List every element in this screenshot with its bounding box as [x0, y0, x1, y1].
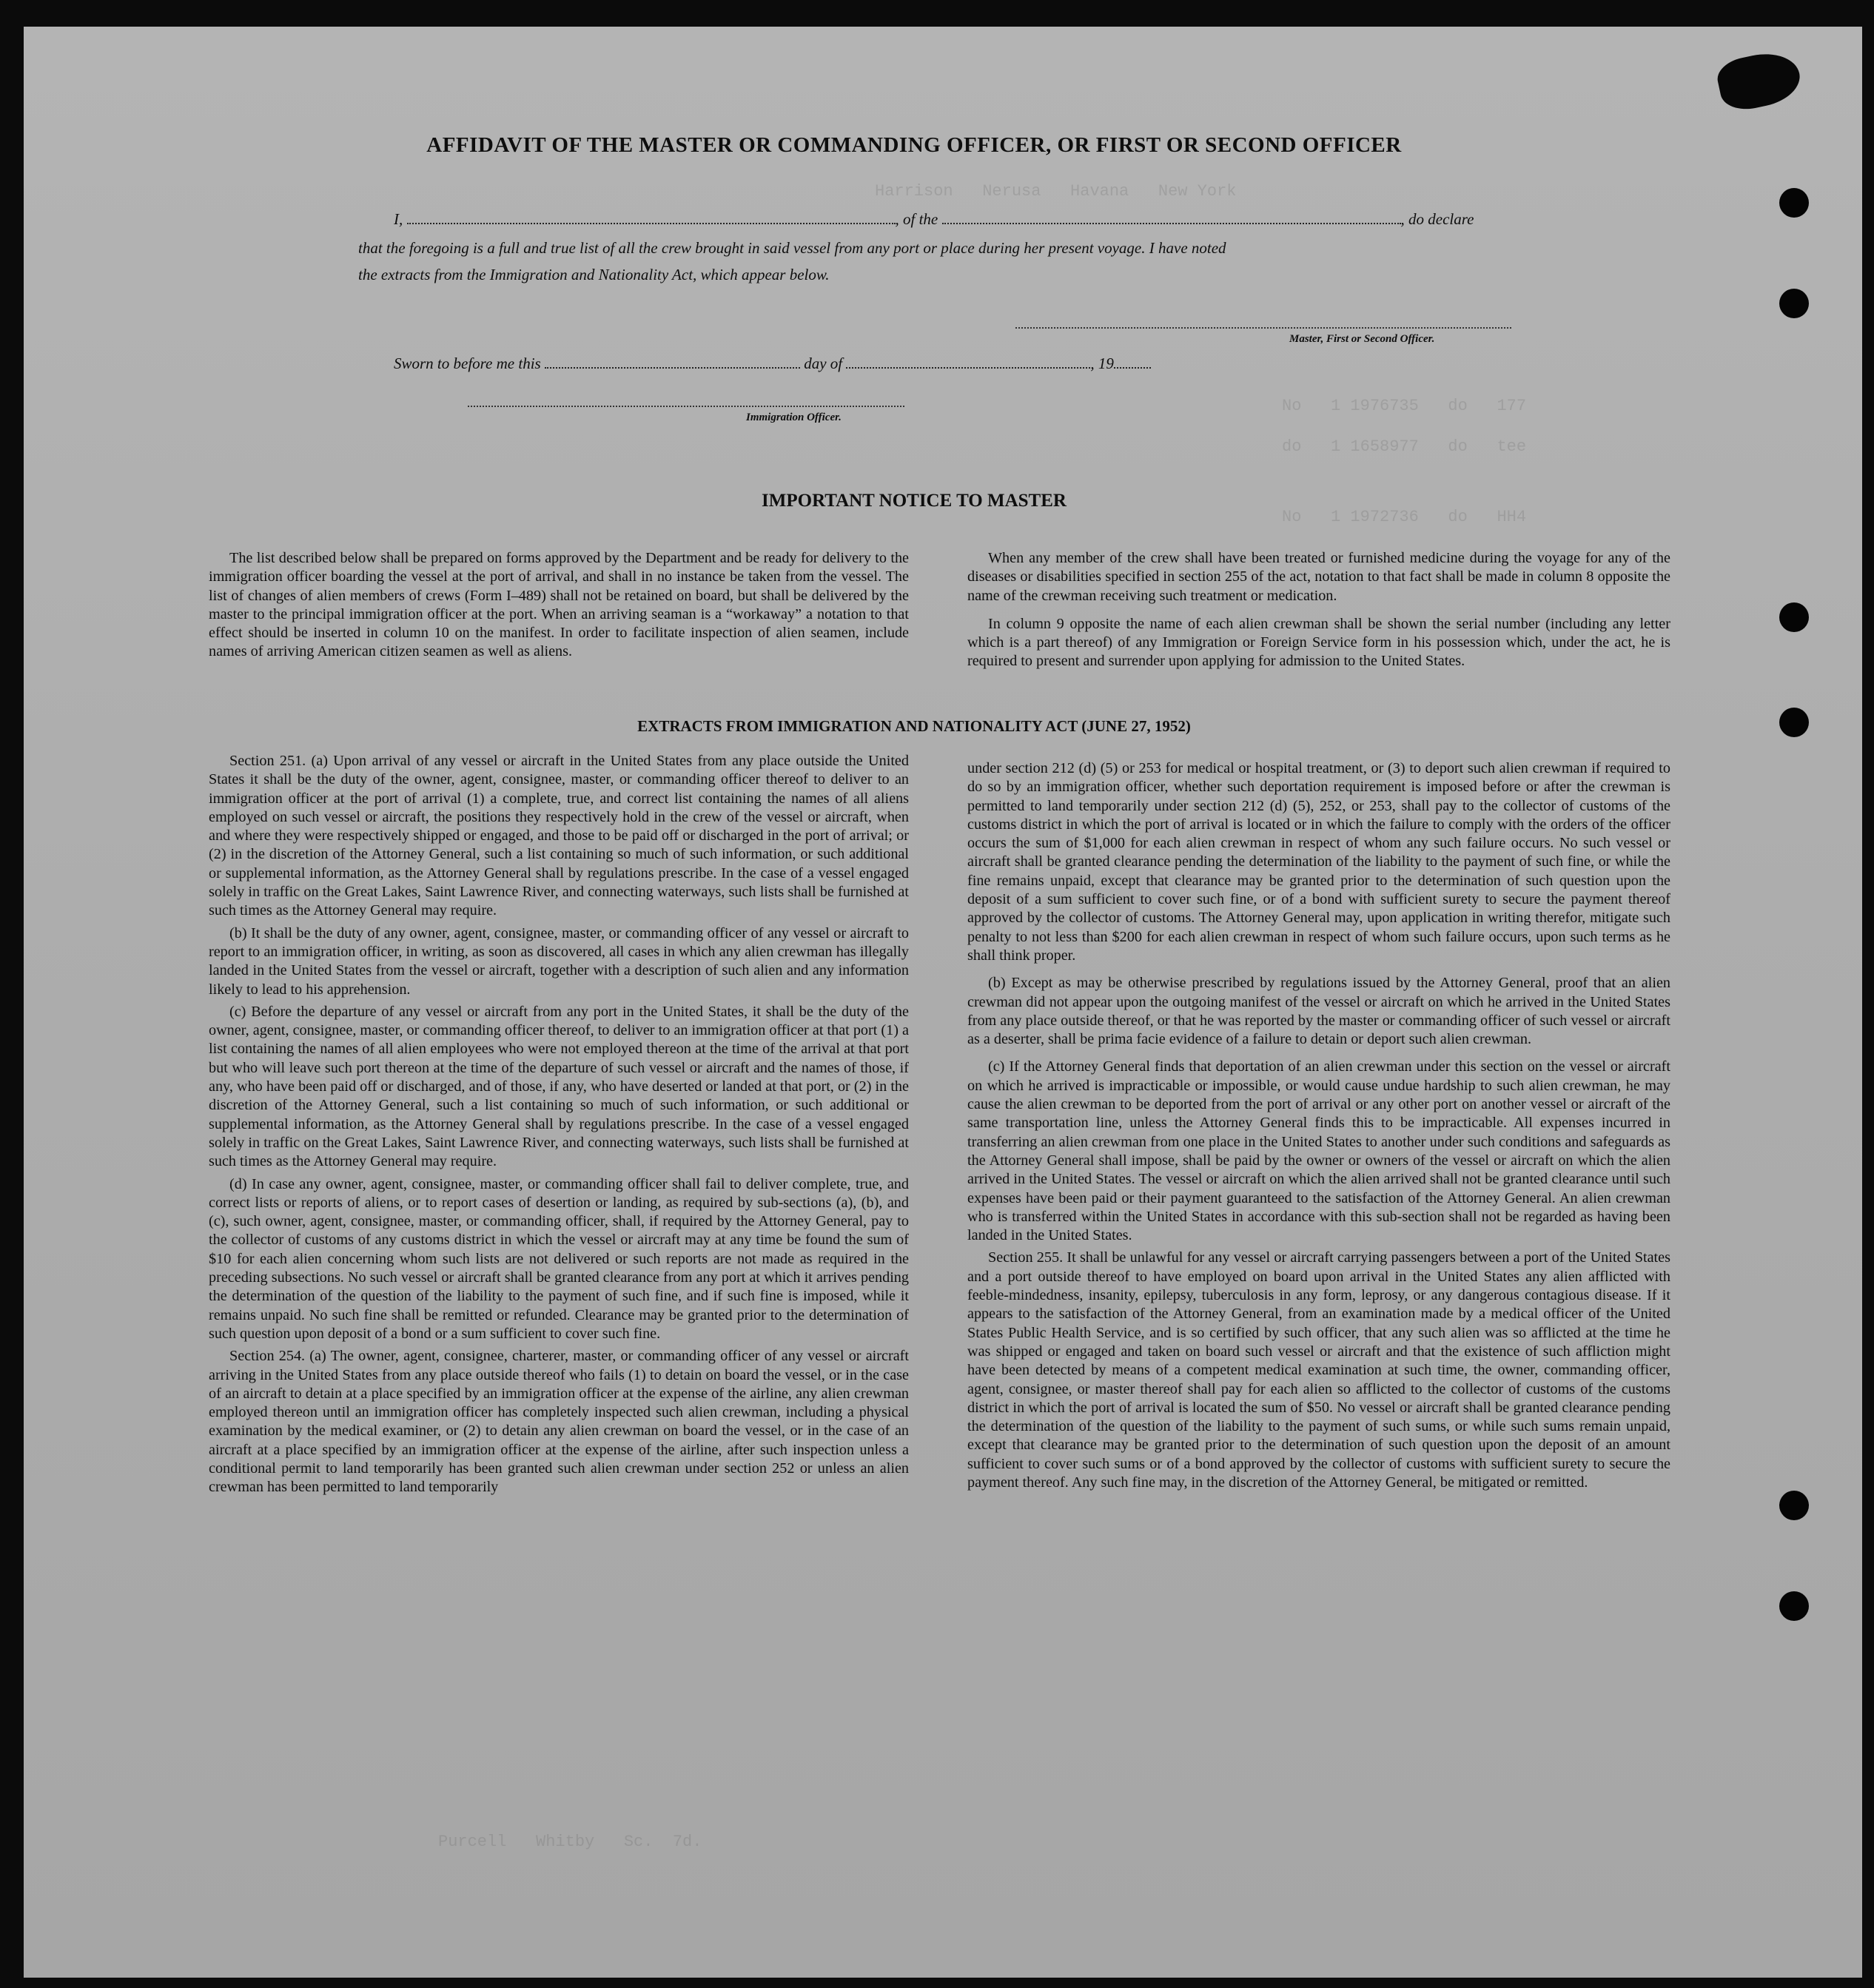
notice-right-paragraph: In column 9 opposite the name of each alien crewman shall be shown the serial number (including any letter which is a part thereof) of any Immigration or Foreign Service form in his possession which, under the act, he is required to present and surrender upon applying for admission to the United States. [967, 615, 1670, 670]
affidavit-statement-2: the extracts from the Immigration and Nationality Act, which appear below. [358, 266, 830, 283]
name-blank [407, 209, 896, 224]
notice-right-paragraph: When any member of the crew shall have been treated or furnished medicine during the voyage for any of the diseases or disabilities specified in section 255 of the act, notation to that fact shall be made in column 8 opposite the name of the crewman receiving such treatment or medication. [967, 550, 1670, 604]
act-section-paragraph: under section 212 (d) (5) or 253 for medical or hospital treatment, or (3) to deport such alien crewman if required to do so by an immigration officer, whether such deportation requirement is imposed before or after the crewman is permitted to land temporarily under section 212 (d) (5), 252, or 253, shall pay to the collector of customs of the customs district in which the port of arrival is located or in which the failure to comply with the orders of the officer occurs the sum of $1,000 for each alien crewman in respect of whom any such failure occurs. No such vessel or aircraft shall be granted clearance pending the determination of the liability to the payment of such fine, or while the fine remains unpaid, except that clearance may be granted prior to the determination of such question upon the deposit of a sum sufficient to cover such fine, or of a bond with sufficient surety to secure the payment thereof approved by the collector of customs. The Attorney General may, upon application in writing therefor, mitigate such penalty to not less than $200 for each alien crewman in respect of whom such failure occurs, upon such terms as he shall think proper. [967, 760, 1670, 964]
act-section-paragraph: Section 251. (a) Upon arrival of any vessel or aircraft in the United States from any place outside the United States it shall be the duty of the owner, agent, consignee, master, or commanding officer thereof to deliver to an immigration officer at the port of arrival (1) a complete, true, and correct list containing the names of all aliens employed on such vessel or aircraft, the positions they respectively hold in the crew of the vessel or aircraft, when and where they were respectively shipped or engaged, and those to be paid off or discharged in the port of arrival; or (2) in the discretion of the Attorney General, such a list containing so much of such information, or such additional or supplemental information, as the Attorney General shall by regulations prescribe. In the case of a vessel engaged solely in traffic on the Great Lakes, Saint Lawrence River, and connecting waterways, such lists shall be furnished at such times as the Attorney General may require. [209, 753, 909, 919]
binder-hole [1779, 289, 1809, 318]
extracts-title: EXTRACTS FROM IMMIGRATION AND NATIONALITY ACT (JUNE 27, 1952) [637, 717, 1191, 735]
affidavit-declaration-line [394, 209, 1537, 229]
year-prefix: , 19 [1090, 355, 1114, 372]
day-of-label: day of [804, 355, 843, 372]
bleed-through-text: No 1 1972736 do HH4 [1282, 508, 1527, 526]
master-caption: Master, First or Second Officer. [1289, 333, 1435, 345]
act-section-paragraph: Section 255. It shall be unlawful for any vessel or aircraft carrying passengers between a port of the United States and a port outside thereof to have employed on board upon arrival in the United States any alien afflicted with feeble-mindedness, insanity, epilepsy, tuberculosis in any form, leprosy, or any dangerous contagious disease. If it appears to the satisfaction of the Attorney General, from an examination made by a medical officer of the United States Public Health Service, and is so certified by such officer, that any such alien was so afflicted at the time he was shipped or engaged and taken on board such vessel or aircraft and that the existence of such affliction might have been detected by means of a competent medical examination at such time, the owner, commanding officer, agent, consignee, or master thereof shall pay for each alien so afflicted to the collector of customs of the customs district in which the port of arrival is located the sum of $50. No vessel or aircraft shall be granted clearance pending the determination of the question of the liability to the payment of such sums, or while such sums remain unpaid, except that clearance may be granted prior to the determination of such question upon the deposit of an amount sufficient to cover such sums or of a bond approved by the collector of customs with sufficient surety to secure the payment thereof. Any such fine may, in the discretion of the Attorney General, be mitigated or remitted. [967, 1249, 1670, 1491]
notice-left-paragraph: The list described below shall be prepared on forms approved by the Department and be ready for delivery to the immigration officer boarding the vessel at the port of arrival, and shall in no instance be taken from the vessel. The list of changes of alien members of crews (Form I–489) shall not be retained on board, but shall be delivered by the master to the principal immigration officer at the port. When an arriving seaman is a “workaway” a notation to that effect should be inserted in column 10 on the manifest. In order to facilitate inspection of alien seamen, include names of arriving American citizen seamen as well as aliens. [209, 550, 909, 660]
bleed-through-text: Purcell Whitby Sc. 7d. [438, 1833, 702, 1851]
notice-title: IMPORTANT NOTICE TO MASTER [762, 491, 1067, 511]
act-section-paragraph: (c) If the Attorney General finds that deportation of an alien crewman under this section on the vessel or aircraft on which he arrived is impracticable or impossible, or would cause undue hardship to such alien crewman, he may cause the alien crewman to be deported from the port of arrival or any other port on another vessel or aircraft of the same transportation line, unless the Attorney General finds this to be impracticable. All expenses incurred in transferring an alien crewman from one place in the United States to another under such conditions and safeguards as the Attorney General shall impose, shall be paid by the owner or owners of the vessel or aircraft on which the alien arrived in the United States. The vessel or aircraft on which the alien arrived shall not be granted clearance until such expenses have been paid or their payment guaranteed to the satisfaction of the Attorney General. An alien crewman who is transferred within the United States in accordance with this sub-section shall not be regarded as having been landed in the United States. [967, 1058, 1670, 1244]
torn-corner-shadow [1714, 47, 1804, 114]
act-section-paragraph: (c) Before the departure of any vessel or aircraft from any port in the United States, it shall be the duty of the owner, agent, consignee, master, or commanding officer thereof, to deliver to an immigration officer at that port (1) a list containing the names of all alien employees who were not employed thereon at the time of the arrival at that port but who will leave such port thereon at the time of the departure of such vessel or aircraft and the names of those, if any, who have been paid off or discharged, and of those, if any, who have deserted or landed at that port, or (2) in the discretion of the Attorney General, such a list containing so much of such information, or such additional or supplemental information, as the Attorney General shall by regulations prescribe. In the case of a vessel engaged solely in traffic on the Great Lakes, Saint Lawrence River, and connecting waterways, such lists shall be furnished at such times as the Attorney General may require. [209, 1003, 909, 1170]
bleed-through-text: do 1 1658977 do tee [1282, 437, 1527, 456]
act-section-paragraph: (b) It shall be the duty of any owner, agent, consignee, master, or commanding officer of any vessel or aircraft to report to an immigration officer, in writing, as soon as discovered, all cases in which any alien crewman has illegally landed in the United States from the vessel or aircraft, together with a description of such alien and any information likely to lead to his apprehension. [209, 924, 909, 998]
sworn-label: Sworn to before me this [394, 355, 541, 372]
affidavit-statement-1: that the foregoing is a full and true list of all the crew brought in said vessel from any port or place during her present voyage. I have noted [358, 239, 1226, 257]
do-declare-label: , do declare [1400, 210, 1474, 228]
year-blank [1114, 354, 1151, 369]
of-the-label: , of the [895, 210, 938, 228]
sworn-day-blank [545, 354, 800, 369]
extracts-left-column [209, 752, 909, 1497]
immigration-signature-line [468, 406, 904, 407]
act-section-paragraph: (d) In case any owner, agent, consignee, master, or commanding officer shall fail to deliver complete, true, and correct lists or reports of aliens, or to report cases of desertion or landing, as required by sub-sections (a), (b), and (c), such owner, agent, consignee, master, or commanding officer, shall, if required by the Attorney General, pay to the collector of customs of any customs district in which the vessel or aircraft may at any time be found the sum of $10 for each alien concerning whom such lists are not delivered or such reports are not made as required in the preceding subsections. No such vessel or aircraft shall be granted clearance from any port at which it arrives pending the determination of the question of the liability to the payment of such fine, and if such fine is imposed, while it remains unpaid. No such fine shall be remitted or refunded. Clearance may be granted prior to the determination of such question upon deposit of a bond or a sum sufficient to cover such fine. [209, 1175, 909, 1342]
master-signature-line [1015, 327, 1511, 329]
binder-hole [1779, 602, 1809, 632]
extracts-right-column [967, 759, 1670, 1492]
immigration-caption: Immigration Officer. [746, 412, 842, 423]
i-label: I, [394, 210, 403, 228]
bleed-through-text: No 1 1976735 do 177 [1282, 397, 1527, 415]
bleed-through-text: Harrison Nerusa Havana New York [875, 182, 1237, 201]
act-section-paragraph: (b) Except as may be otherwise prescribed by regulations issued by the Attorney General, proof that an alien crewman did not appear upon the outgoing manifest of the vessel or aircraft on which he arrived in the United States from any place outside thereof, or that he was reported by the master or commanding officer of such vessel or aircraft as a deserter, shall be prima facie evidence of a failure to detain or deport such alien crewman. [967, 975, 1670, 1048]
binder-hole [1779, 1591, 1809, 1621]
document-page [24, 27, 1862, 1978]
binder-hole [1779, 1491, 1809, 1520]
sworn-month-blank [846, 354, 1090, 369]
act-section-paragraph: Section 254. (a) The owner, agent, consignee, charterer, master, or commanding officer of any vessel or aircraft arriving in the United States from any place outside thereof who fails (1) to detain on board the vessel, or in the case of an aircraft to detain at a place specified by an immigration officer at the expense of the airline, any alien crewman employed thereon until an immigration officer has completely inspected such alien crewman, including a physical examination by the medical examiner, or (2) to detain any alien crewman on board the vessel, or in the case of an aircraft at a place specified by an immigration officer at the expense of the airline, after such inspection unless a conditional permit to land temporarily has been granted such alien crewman under section 252 or unless an alien crewman has been permitted to land temporarily [209, 1348, 909, 1496]
vessel-blank [942, 209, 1401, 224]
sworn-line [394, 354, 1151, 373]
notice-right-column [967, 549, 1670, 671]
binder-hole [1779, 188, 1809, 218]
affidavit-title: AFFIDAVIT OF THE MASTER OR COMMANDING OFFICER, OR FIRST OR SECOND OFFICER [426, 133, 1402, 157]
